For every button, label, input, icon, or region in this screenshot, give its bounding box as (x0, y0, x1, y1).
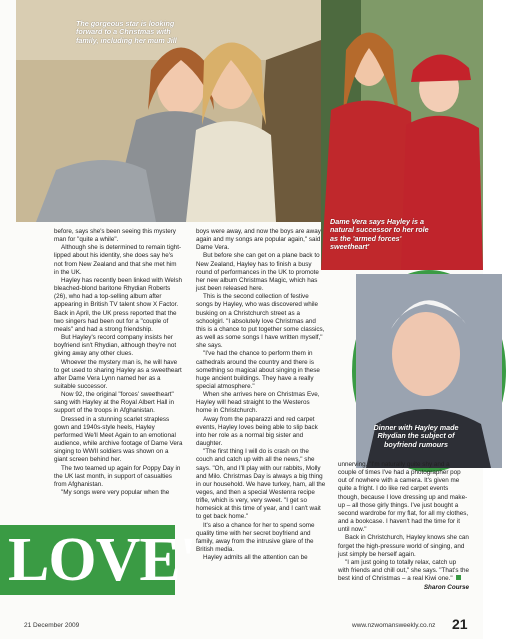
paragraph: Now 92, the original "forces' sweetheart" sang with Hayley at the Royal Albert Hall in support of the troops in Afghanistan. (54, 391, 175, 415)
paragraph: "My songs were very popular when the (61, 489, 170, 496)
end-mark-icon (456, 575, 461, 580)
paragraph: It's also a chance for her to spend some quality time with her secret boyfriend and family, away from the intrusive glare of the British media. (196, 521, 315, 554)
paragraph: But before she can get on a plane back to New Zealand, Hayley has to finish a busy round of performances in the UK to promote her new album Christmas Magic, which has just been released here. (196, 252, 320, 293)
paragraph: Hayley has recently been linked with Welsh bleached-blond baritone Rhydian Roberts (26), who had a top-selling album after appearing in British TV talent show X Factor. Back in April, the UK press reported that the two singers had been out for a "couple of meals" and had a strong friendship. (54, 276, 182, 333)
article-column-1 (54, 228, 183, 497)
headline-fragment: LOVE' (0, 525, 175, 595)
paragraph: The two teamed up again for Poppy Day in the UK last month, in support of casualties from Afghanistan. (54, 464, 181, 488)
paragraph: Hayley admits all the attention can be (203, 554, 308, 562)
paragraph: Dressed in a stunning scarlet strapless gown and 1940s-style heels, Hayley performed We'll Meet Again to an emotional audience, while archive footage of Dame Vera singing to WWII soldiers was shown on a giant screen behind her. (54, 415, 183, 464)
paragraph (338, 559, 469, 583)
photo-hayley-and-mum (16, 0, 321, 222)
paragraph: When she arrives here on Christmas Eve, Hayley will head straight to the Westeros home in Christchurch. (196, 391, 320, 415)
paragraph: before, says she's been seeing this mystery man for "quite a while". (54, 228, 176, 244)
inset-photo-caption: Dinner with Hayley made Rhydian the subject of boyfriend rumours (373, 423, 459, 449)
paragraph: Whoever the mystery man is, he will have to get used to sharing Hayley as a sweetheart after Dame Vera Lynn named her as a suitable successor. (54, 358, 182, 390)
paragraph: "I've had the chance to perform them in cathedrals around the country and there is something so magical about singing in these huge ancient buildings. They have a really special atmosphere." (196, 350, 320, 390)
paragraph: Away from the paparazzi and red carpet events, Hayley loves being able to slip back into her role as a normal big sister and daughter. (196, 415, 318, 448)
right-photo-caption: Dame Vera says Hayley is a natural successor to her role as the 'armed forces' sweetheart' (330, 217, 429, 252)
byline: Sharon Course (423, 584, 469, 592)
paragraph: This is the second collection of festive songs by Hayley, who was discovered while busking on a Christchurch street as a schoolgirl. "I absolutely love Christmas and this is a chance to put together some classics, as well as some songs I have written myself," she says. (196, 293, 325, 350)
paragraph: But Hayley's record company insists her boyfriend isn't Rhydian, although they're not giving away any other clues. (54, 334, 177, 358)
paragraph: Back in Christchurch, Hayley knows she can forget the high-pressure world of singing, and just simply be herself again. (338, 534, 469, 558)
closing-text: "I am just going to totally relax, catch up with friends and chill out," she says. "That's the best kind of Christmas – a real Kiwi one." (338, 558, 469, 583)
article-column-2 (196, 228, 326, 562)
issue-date: 21 December 2009 (24, 622, 80, 629)
main-photo-caption: The gorgeous star is looking forward to a Christmas with family, including her mum Jill (76, 19, 177, 45)
page-number: 21 (452, 616, 468, 632)
article-column-3 (338, 461, 469, 593)
paragraph: "The first thing I will do is crash on the couch and catch up with all the news," she says. "Oh, and I'll play with our rabbits, Molly and Milo. Christmas Day is always a big thing in our household. We have turkey, ham, all the veges, and then a special Westenra recipe trifle, which is very, very sweet. "I get so homesick at this time of year, and I can't wait to get back home." (196, 448, 326, 521)
website-url: www.nzwomansweekly.co.nz (352, 622, 436, 629)
paragraph: boys were away, and now the boys are away again and my songs are popular again," said Dame Vera. (196, 228, 321, 252)
paragraph: Although she is determined to remain tight-lipped about his identity, she does say he's not from New Zealand and that she met him in the UK. (54, 244, 182, 276)
paragraph: unnerving. "I'm naturally quite shy and a couple of times I've had a photographer pop out of nowhere with a camera. It's given me quite a fright. I do like red carpet events though, because I love dressing up and make-up – all those girly things. I've just bought a second wardrobe for my flat, for all my clothes, and a bookcase. I haven't had the time for it until now." (338, 461, 469, 534)
page-footer (0, 614, 483, 639)
